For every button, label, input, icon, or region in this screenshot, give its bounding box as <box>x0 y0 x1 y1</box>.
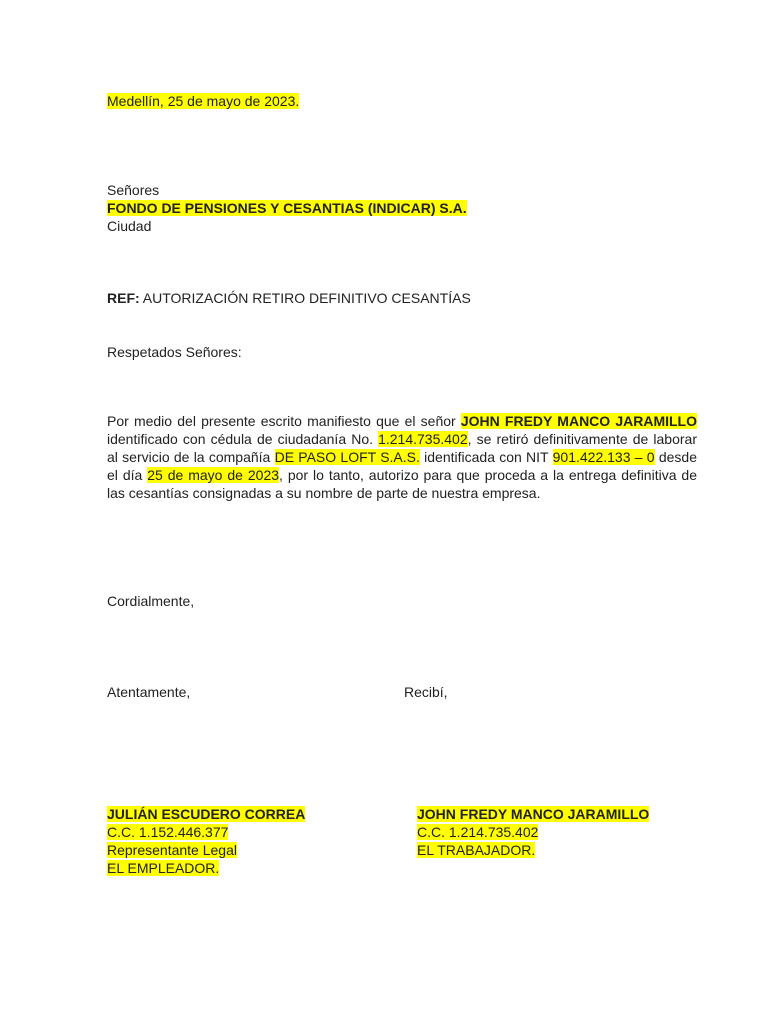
body-worker-name: JOHN FREDY MANCO JARAMILLO <box>460 413 698 429</box>
body-paragraph <box>107 412 697 502</box>
worker-party: EL TRABAJADOR. <box>417 842 536 858</box>
worker-signature-block <box>417 805 649 859</box>
date-line <box>107 92 299 110</box>
recipient-salutation: Señores <box>107 182 160 198</box>
body-text-3: , se retiró definitivamente de laborar al servicio de la compañía <box>107 431 697 465</box>
employer-id: C.C. 1.152.446.377 <box>107 824 229 840</box>
worker-name: JOHN FREDY MANCO JARAMILLO <box>417 806 650 822</box>
greeting: Respetados Señores: <box>107 344 242 360</box>
recipient-company: FONDO DE PENSIONES Y CESANTIAS (INDICAR) S.A. <box>107 200 467 216</box>
body-text-2: identificado con cédula de ciudadanía No. <box>107 431 379 447</box>
recipient-city: Ciudad <box>107 218 152 234</box>
employer-name: JULIÁN ESCUDERO CORREA <box>107 806 306 822</box>
employer-role: Representante Legal <box>107 842 237 858</box>
body-company-name: DE PASO LOFT S.A.S. <box>274 449 420 465</box>
employer-party: EL EMPLEADOR. <box>107 860 220 876</box>
body-nit: 901.422.133 – 0 <box>552 449 655 465</box>
body-worker-id: 1.214.735.402 <box>378 431 468 447</box>
body-text-1: Por medio del presente escrito manifiesto que el señor <box>107 413 461 429</box>
recipient-block <box>107 181 467 235</box>
sign-right-label: Recibí, <box>404 684 448 700</box>
reference-line <box>107 289 471 307</box>
body-retire-date: 25 de mayo de 2023 <box>147 467 280 483</box>
date-text: Medellín, 25 de mayo de 2023. <box>107 93 300 109</box>
closing: Cordialmente, <box>107 593 195 609</box>
reference-text: AUTORIZACIÓN RETIRO DEFINITIVO CESANTÍAS <box>139 290 471 306</box>
body-text-6: , por lo tanto, autorizo para que proceda a la entrega definitiva de las cesantías consignadas a su nombre de parte de nuestra empresa. <box>107 467 697 501</box>
sign-left-label: Atentamente, <box>107 684 191 700</box>
employer-signature-block <box>107 805 305 877</box>
body-text-5: desde el día <box>107 449 697 483</box>
body-text-4: identificada con NIT <box>419 449 553 465</box>
reference-label: REF: <box>107 290 140 306</box>
worker-id: C.C. 1.214.735.402 <box>417 824 539 840</box>
